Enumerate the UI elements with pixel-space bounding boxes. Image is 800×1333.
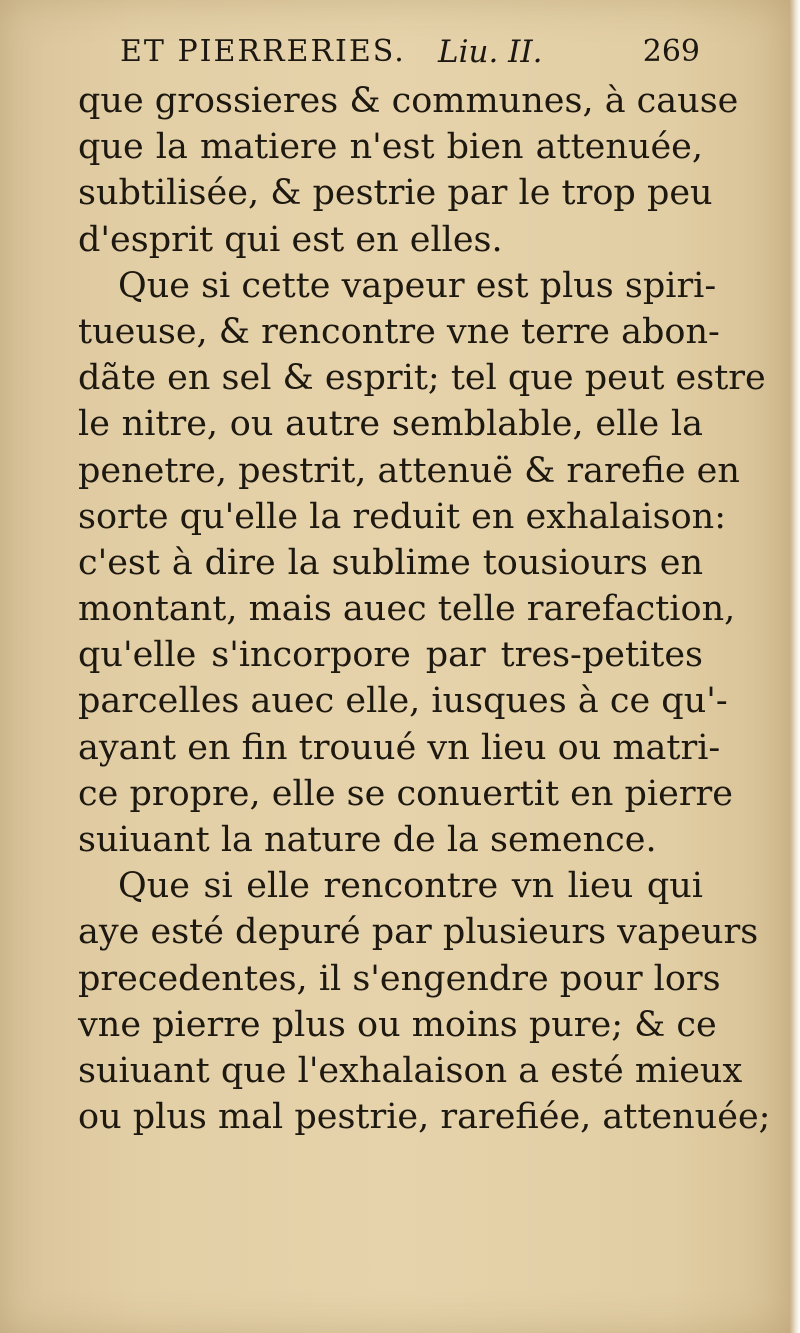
- text-line: le nitre, ou autre semblable, elle la: [78, 404, 703, 445]
- text-line: suiuant la nature de la semence.: [78, 820, 657, 860]
- text-line: d'esprit qui est en elles.: [78, 219, 503, 260]
- body-text: [78, 78, 771, 1140]
- text-line: montant, mais auec telle rarefaction,: [78, 589, 736, 630]
- page-header: [120, 30, 700, 80]
- text-line: ayant en fin trouué vn lieu ou matri-: [78, 727, 721, 768]
- text-line: parcelles auec elle, iusques à ce qu'-: [78, 681, 728, 722]
- text-line: tueuse, & rencontre vne terre abon-: [78, 311, 720, 352]
- text-line: ou plus mal pestrie, rarefiée, attenuée;: [78, 1097, 771, 1138]
- text-line: c'est à dire la sublime tousiours en: [78, 542, 703, 583]
- text-line: penetre, pestrit, attenuë & rarefie en: [78, 450, 740, 491]
- text-line: Que si cette vapeur est plus spiri-: [118, 265, 717, 306]
- page-number: 269: [642, 34, 700, 69]
- text-line: sorte qu'elle la reduit en exhalaison:: [78, 496, 726, 537]
- text-line: subtilisée, & pestrie par le trop peu: [78, 173, 713, 214]
- text-line: Que si elle rencontre vn lieu qui: [118, 866, 703, 907]
- text-line: qu'elle s'incorpore par tres-petites: [78, 635, 703, 676]
- text-line: dãte en sel & esprit; tel que peut estre: [78, 358, 766, 399]
- text-line: que la matiere n'est bien attenuée,: [78, 127, 703, 168]
- text-line: vne pierre plus ou moins pure; & ce: [78, 1004, 717, 1045]
- page-edge: [790, 0, 800, 1333]
- text-line: aye esté depuré par plusieurs vapeurs: [78, 912, 759, 953]
- text-line: que grossieres & communes, à cause: [78, 81, 739, 121]
- running-title: ET PIERRERIES.: [120, 34, 406, 69]
- text-line: suiuant que l'exhalaison a esté mieux: [78, 1050, 743, 1091]
- text-line: precedentes, il s'engendre pour lors: [78, 958, 721, 999]
- book-reference: Liu. II.: [438, 34, 543, 70]
- text-line: ce propre, elle se conuertit en pierre: [78, 773, 734, 814]
